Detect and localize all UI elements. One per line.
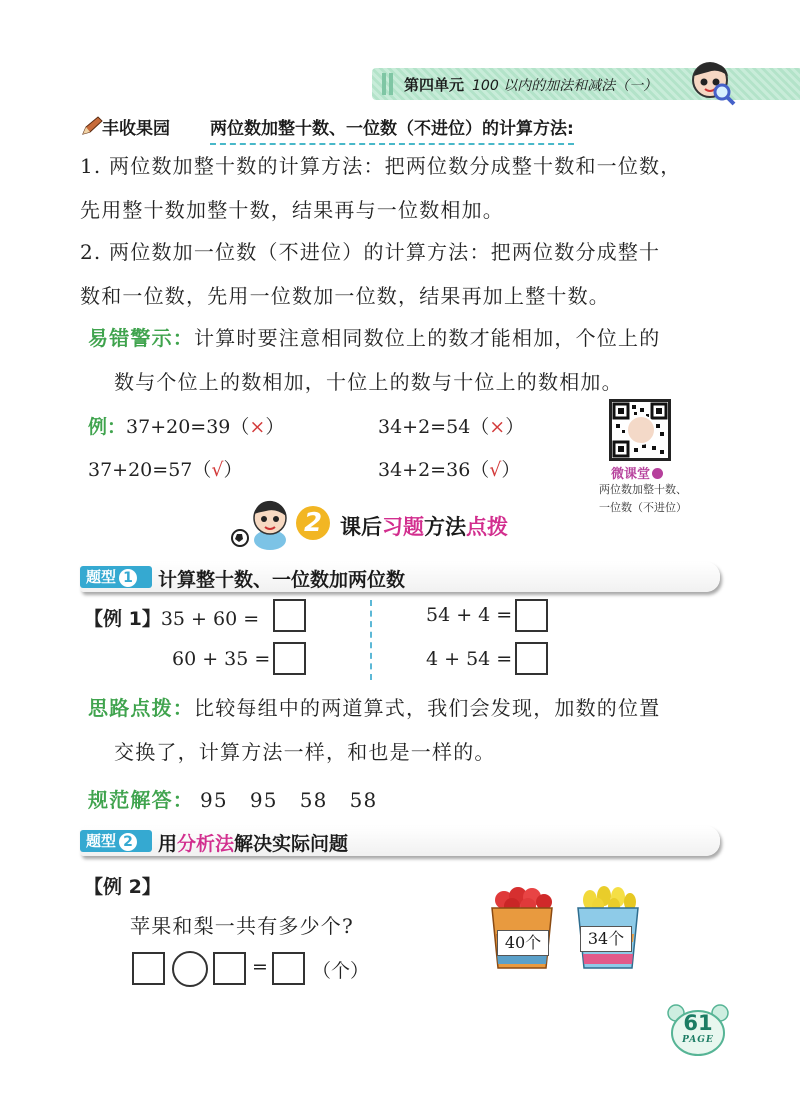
unit-title: 第四单元 <box>404 76 465 94</box>
check-mark: √ <box>489 459 502 481</box>
example1-label: 【例 1】 <box>84 608 161 630</box>
answer-box[interactable] <box>132 952 165 985</box>
example-4: 34+2=36（√） <box>378 459 521 481</box>
header-bars-decoration <box>382 73 396 95</box>
example-2: 34+2=54（×） <box>378 416 525 438</box>
answer-box[interactable] <box>515 642 548 675</box>
unit-label: （个） <box>312 960 370 982</box>
check-mark: √ <box>211 459 224 481</box>
type1-title: 计算整十数、一位数加两位数 <box>158 569 406 591</box>
example-1: 例：37+20=39（×） <box>88 416 285 438</box>
answer-box[interactable] <box>273 599 306 632</box>
warning-label: 易错警示： <box>88 326 194 350</box>
apple-basket-icon <box>488 884 556 970</box>
type2-title: 用分析法解决实际问题 <box>158 833 349 855</box>
mascot-magnifier-icon <box>688 58 738 108</box>
unit-subtitle: 100 以内的加法和减法（一） <box>472 78 658 94</box>
qr-caption: 两位数加整十数、 一位数（不进位） <box>599 483 687 514</box>
harvest-tag: 丰收果园 <box>102 119 170 139</box>
hint-line2: 交换了，计算方法一样，和也是一样的。 <box>114 740 496 764</box>
warning-text1: 计算时要注意相同数位上的数才能相加，个位上的 <box>194 326 661 350</box>
hint-line1: 思路点拨：比较每组中的两道算式，我们会发现，加数的位置 <box>88 696 661 720</box>
example1-row1: 【例 1】35 + 60 = <box>84 608 260 630</box>
play-icon <box>652 468 663 479</box>
example1-row3: 54 + 4 = <box>426 604 513 626</box>
operator-circle[interactable] <box>172 951 208 987</box>
equals-sign: = <box>252 956 268 978</box>
header-title <box>404 74 657 95</box>
teacher-avatar <box>626 415 656 445</box>
example1-row2: 60 + 35 = <box>172 648 271 670</box>
example1-row4: 4 + 54 = <box>426 648 513 670</box>
answer-box[interactable] <box>213 952 246 985</box>
micro-class-label[interactable]: 微课堂 <box>611 463 663 482</box>
dashed-divider <box>370 600 372 680</box>
pencil-icon <box>80 114 104 138</box>
answer-box[interactable] <box>273 642 306 675</box>
method2-line2: 数和一位数，先用一位数加一位数，结果再加上整十数。 <box>80 284 610 308</box>
answer-box[interactable] <box>515 599 548 632</box>
section-number-badge: 2 <box>296 506 330 540</box>
example-label: 例： <box>88 416 127 438</box>
example-3: 37+20=57（√） <box>88 459 243 481</box>
answer-label: 规范解答： <box>88 788 194 812</box>
section2-title: 课后习题方法点拨 <box>340 515 508 539</box>
page-number: 61 <box>683 1011 713 1035</box>
cross-mark: × <box>249 416 266 438</box>
section-title: 两位数加整十数、一位数（不进位）的计算方法: <box>210 114 574 145</box>
answer-line: 规范解答： 95 95 58 58 <box>88 788 378 812</box>
type2-badge: 题型 2 <box>80 830 152 852</box>
boy-with-ball-icon <box>230 496 296 552</box>
apples-count-label: 40个 <box>497 930 549 956</box>
pears-count-label: 34个 <box>580 926 632 952</box>
question-text: 苹果和梨一共有多少个? <box>130 914 354 938</box>
warning-line2: 数与个位上的数相加，十位上的数与十位上的数相加。 <box>114 370 623 394</box>
answer-box[interactable] <box>272 952 305 985</box>
method1-line1: 1. 两位数加整十数的计算方法：把两位数分成整十数和一位数， <box>80 154 682 178</box>
warning-line1 <box>88 322 660 351</box>
hint-label: 思路点拨： <box>88 696 194 720</box>
example2-label: 【例 2】 <box>84 876 161 898</box>
type1-badge: 题型 1 <box>80 566 152 588</box>
method2-line1: 2. 两位数加一位数（不进位）的计算方法：把两位数分成整十 <box>80 240 661 264</box>
method1-line2: 先用整十数加整十数，结果再与一位数相加。 <box>80 198 504 222</box>
page-label: PAGE <box>682 1035 714 1045</box>
cross-mark: × <box>489 416 506 438</box>
